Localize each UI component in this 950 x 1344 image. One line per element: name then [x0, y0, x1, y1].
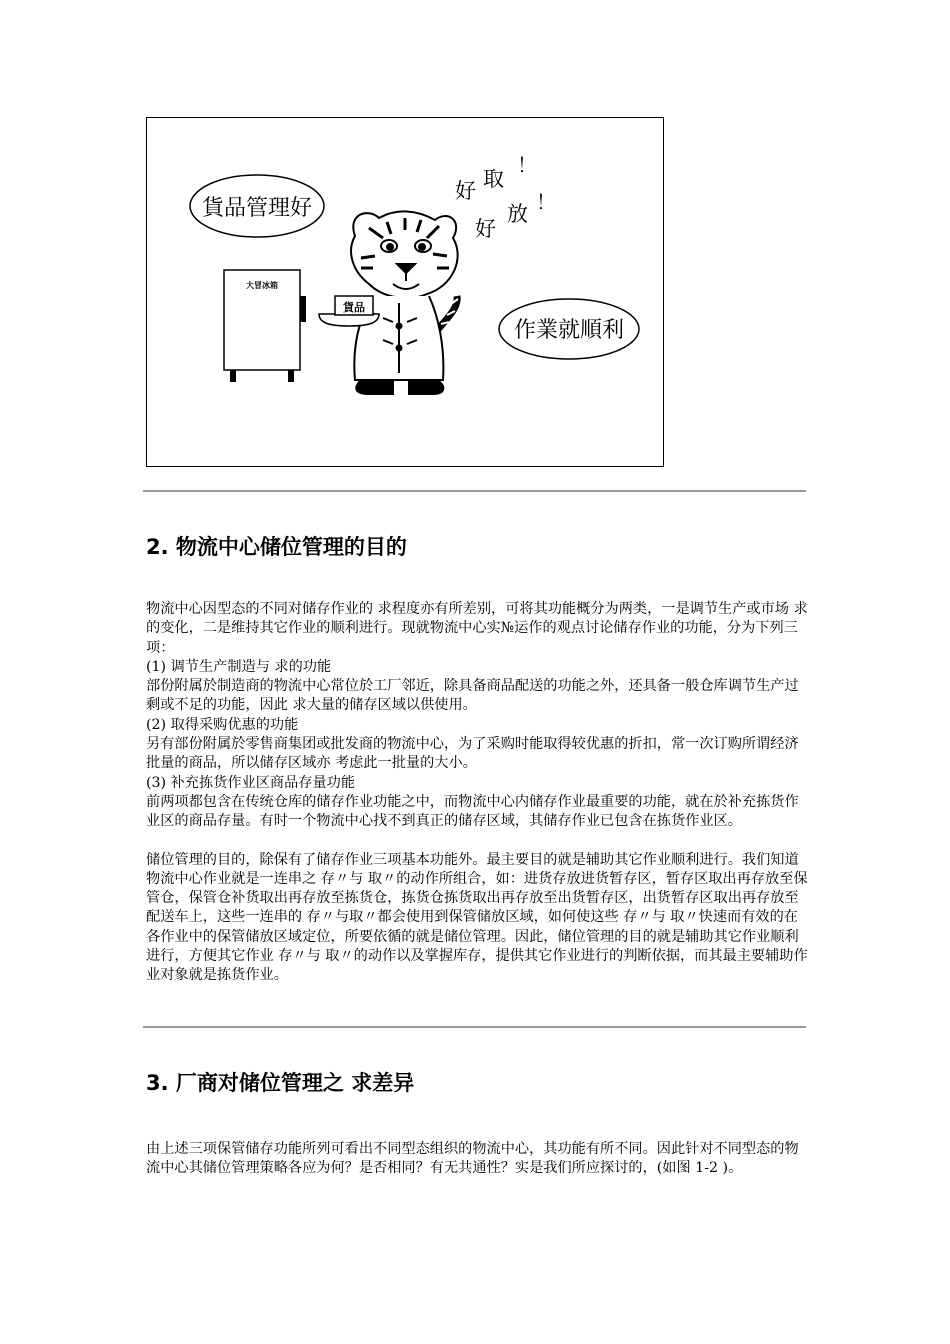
bubble-right-text: 作業就順利 [513, 318, 625, 343]
illustration-panel [146, 117, 664, 467]
bubble-left-text: 貨品管理好 [201, 196, 313, 221]
shout-char-6: ！ [536, 190, 556, 214]
section-2-body [146, 600, 808, 986]
shout-char-3: ！ [517, 153, 537, 177]
shout-char-4: 好 [475, 217, 496, 241]
section-3-body [146, 1140, 808, 1179]
paragraph: 前两项都包含在传统仓库的储存作业功能之中，而物流中心内储存作业最重要的功能，就在於补充拣货作业区的商品存量。有时一个物流中心找不到真正的储存区域，其储存作业已包含在拣货作业区。 [146, 793, 799, 830]
list-heading-2: (2) 取得采购优惠的功能 [146, 716, 299, 733]
tray-drawing [319, 296, 379, 326]
shout-char-5: 放 [507, 202, 528, 226]
paragraph: 储位管理的目的，除保有了储存作业三项基本功能外。最主要目的就是辅助其它作业顺利进行。我们知道物流中心作业就是一连串之 存〃与 取〃的动作所组合，如：进货存放进货暂存区，暂存区取出再存放至保管仓，保管仓补货取出再存放至拣货仓，拣货仓拣货取出再存放至出货暂存区，出货暂存区取出再存放至配送车上，这些一连串的 存〃与取〃都会使用到保管储放区域，如何使这些 存〃与 取〃快速而有效的在各作业中的保管储放区域定位，所要依循的就是储位管理。因此，储位管理的目的就是辅助其它作业顺利进行，方便其它作业 存〃与 取〃的动作以及掌握库存，提供其它作业进行的判断依据，而其最主要辅助作业对象就是拣货作业。 [146, 851, 808, 984]
fridge-drawing [224, 270, 306, 382]
section-2-heading: 2. 物流中心储位管理的目的 [146, 535, 407, 559]
paragraph: 部份附属於制造商的物流中心常位於工厂邻近，除具备商品配送的功能之外，还具备一般仓库调节生产过剩或不足的功能，因此 求大量的储存区域以供使用。 [146, 678, 799, 714]
paragraph: 由上述三项保管储存功能所列可看出不同型态组织的物流中心，其功能有所不同。因此针对不同型态的物流中心其储位管理策略各应为何？是否相同？有无共通性？实是我们所应探讨的，(如图 1-2 )。 [146, 1141, 799, 1177]
list-heading-3: (3) 补充拣货作业区商品存量功能 [146, 774, 356, 791]
divider-top [143, 490, 806, 492]
section-3-heading: 3. 厂商对储位管理之 求差异 [146, 1071, 415, 1095]
tray-label: 貨品 [343, 301, 365, 314]
shout-char-2: 取 [483, 167, 504, 191]
tiger-cartoon [147, 118, 665, 468]
paragraph: 另有部份附属於零售商集团或批发商的物流中心，为了采购时能取得较优惠的折扣，常一次订购所谓经济批量的商品，所以储存区域亦 考虑此一批量的大小。 [146, 736, 799, 772]
divider-middle [143, 1026, 806, 1028]
paragraph-gap [146, 832, 808, 851]
paragraph: 物流中心因型态的不同对储存作业的 求程度亦有所差别，可将其功能概分为两类，一是调节生产或市场 求的变化，二是维持其它作业的顺利进行。现就物流中心实№运作的观点讨论储存作业的功能，分为下列三项： [146, 601, 808, 656]
list-heading-1: (1) 调节生产制造与 求的功能 [146, 658, 332, 675]
fridge-label: 大冒冰箱 [246, 281, 278, 290]
shout-char-1: 好 [455, 179, 476, 203]
